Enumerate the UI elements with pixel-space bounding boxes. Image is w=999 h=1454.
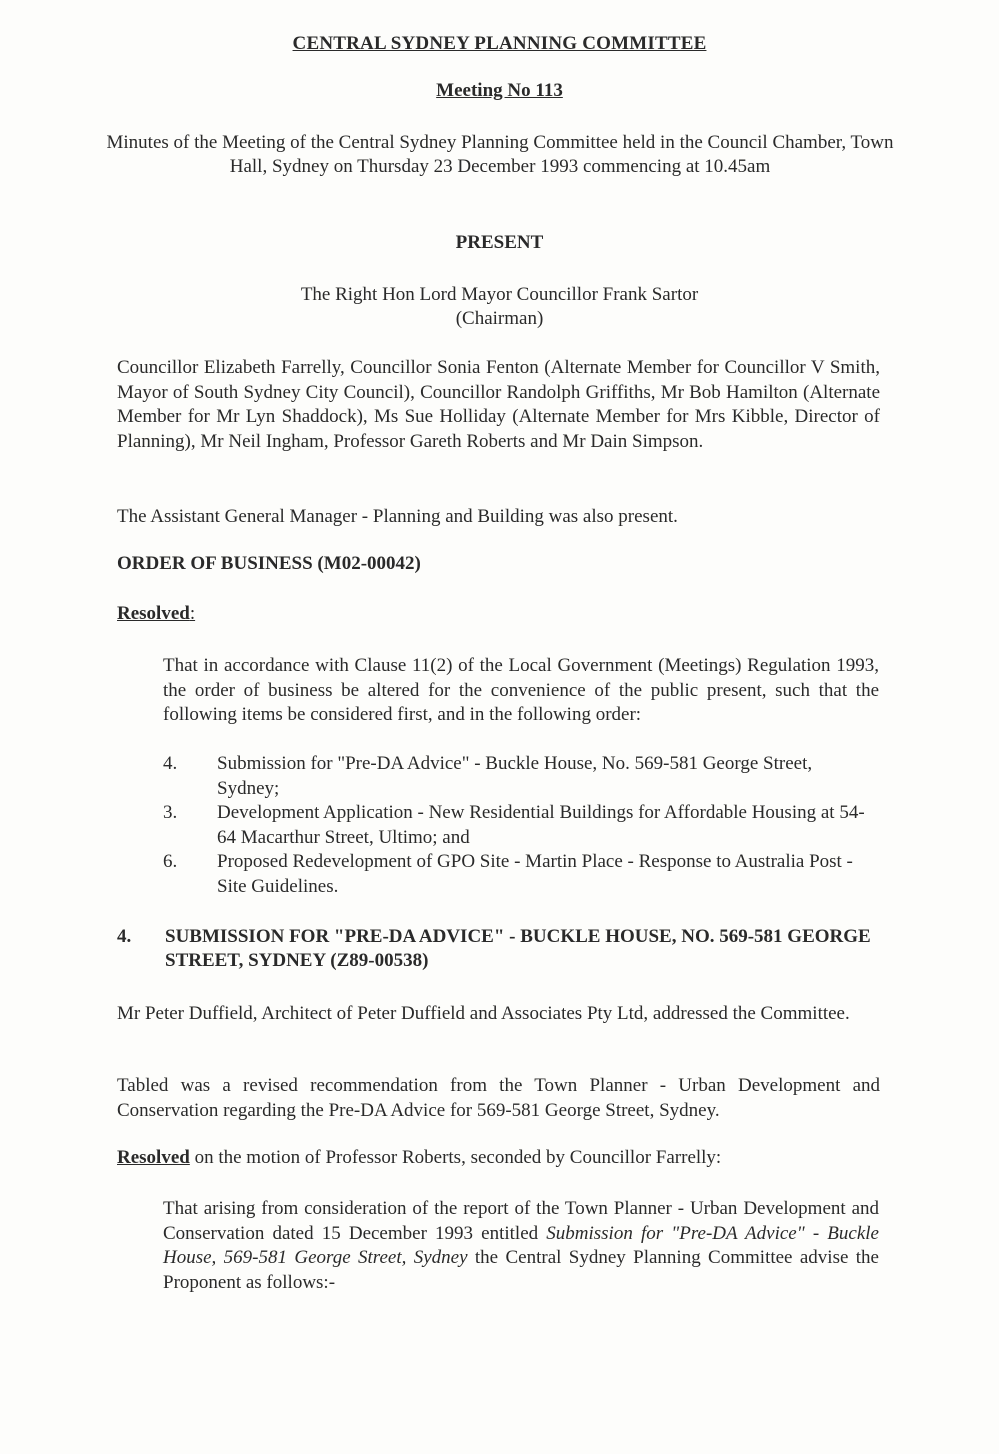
resolved-label: Resolved bbox=[117, 1147, 190, 1168]
intro-paragraph: Minutes of the Meeting of the Central Sydney Planning Committee held in the Council Chamber, Town Hall, Sydney on Thursday 23 December 1993 commencing at 10.45am bbox=[106, 132, 894, 177]
list-item bbox=[163, 850, 879, 899]
section-title: SUBMISSION FOR "PRE-DA ADVICE" - BUCKLE HOUSE, NO. 569-581 GEORGE STREET, SYDNEY (Z89-00538) bbox=[165, 926, 871, 971]
meeting-number: Meeting No 113 bbox=[436, 80, 563, 101]
order-items-list bbox=[163, 752, 879, 899]
resolved-text: Resolved bbox=[117, 603, 190, 624]
section-number: 4. bbox=[117, 926, 132, 947]
chairman-name: The Right Hon Lord Mayor Councillor Frank Sartor bbox=[300, 284, 699, 305]
list-item bbox=[163, 752, 879, 801]
item-number: 6. bbox=[163, 851, 178, 872]
present-heading: PRESENT bbox=[455, 232, 544, 253]
order-of-business-heading: ORDER OF BUSINESS (M02-00042) bbox=[117, 553, 421, 574]
report-title: Submission for "Pre-DA Advice" - Buckle House, 569-581 George Street, Sydney bbox=[163, 1222, 879, 1268]
item-text: Submission for "Pre-DA Advice" - Buckle House, No. 569-581 George Street, Sydney; bbox=[217, 753, 813, 799]
members-paragraph: Councillor Elizabeth Farrelly, Councillor Sonia Fenton (Alternate Member for Councillor V Smith, Mayor of South Sydney City Council), Councillor Randolph Griffiths, Mr Bob Hamilton (Alternate Member for Mr Lyn Shaddock), Ms Sue Holliday (Alternate Member for Mrs Kibble, Director of Planning), Mr Neil Ingham, Professor Gareth Roberts and Mr Dain Simpson. bbox=[117, 357, 880, 452]
resolved-colon: : bbox=[189, 603, 196, 624]
motion-text: on the motion of Professor Roberts, seconded by Councillor Farrelly: bbox=[189, 1147, 722, 1168]
section-4-heading bbox=[117, 925, 880, 973]
chairman-block bbox=[0, 283, 999, 331]
item-text: Development Application - New Residential Buildings for Affordable Housing at 54-64 Macarthur Street, Ultimo; and bbox=[217, 802, 865, 848]
item-number: 4. bbox=[163, 753, 178, 774]
item-number: 3. bbox=[163, 802, 178, 823]
duffield-paragraph: Mr Peter Duffield, Architect of Peter Duffield and Associates Pty Ltd, addressed the Committee. bbox=[117, 1003, 850, 1024]
document-title: CENTRAL SYDNEY PLANNING COMMITTEE bbox=[292, 33, 707, 54]
tabled-paragraph: Tabled was a revised recommendation from the Town Planner - Urban Development and Conservation regarding the Pre-DA Advice for 569-581 George Street, Sydney. bbox=[117, 1075, 880, 1121]
item-text: Proposed Redevelopment of GPO Site - Martin Place - Response to Australia Post -Site Guidelines. bbox=[217, 851, 853, 897]
resolved-motion-line bbox=[117, 1147, 880, 1169]
arising-text-1: That arising from consideration of the report of the Town Planner - Urban Development and Conservation dated 15 December 1993 entitled bbox=[163, 1198, 879, 1244]
arising-paragraph bbox=[163, 1197, 879, 1295]
assistant-paragraph: The Assistant General Manager - Planning and Building was also present. bbox=[117, 506, 678, 527]
resolved-label bbox=[117, 603, 195, 625]
order-resolution-text: That in accordance with Clause 11(2) of the Local Government (Meetings) Regulation 1993, the order of business be altered for the convenience of the public present, such that the following items be considered first, and in the following order: bbox=[163, 655, 879, 725]
arising-text-2: the Central Sydney Planning Committee advise the Proponent as follows:- bbox=[163, 1247, 879, 1293]
list-item bbox=[163, 801, 879, 850]
chairman-role: (Chairman) bbox=[455, 308, 544, 329]
